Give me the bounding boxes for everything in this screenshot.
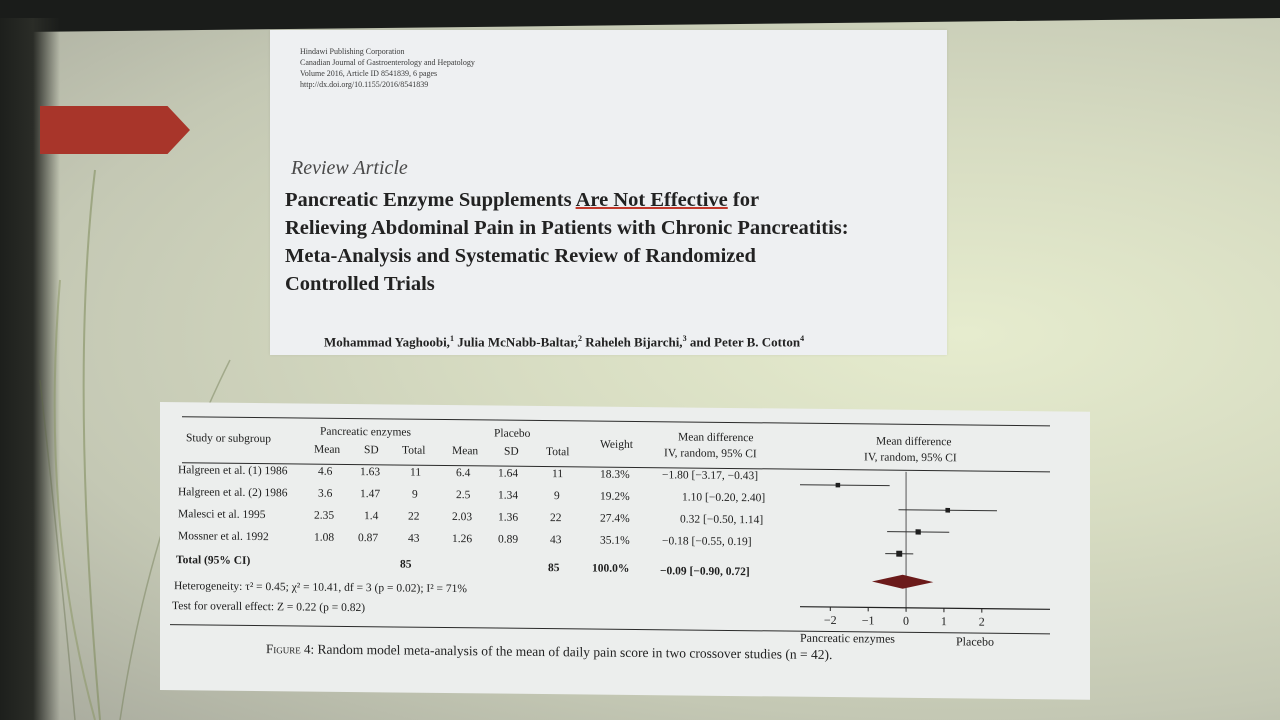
row-mean-1: 4.6 xyxy=(318,465,333,478)
author-list xyxy=(324,334,804,350)
caption-text: Random model meta-analysis of the mean of daily pain score in two crossover studies (n = 42). xyxy=(314,641,833,663)
axis-label-favours-enzymes: Pancreatic enzymes xyxy=(800,630,895,646)
title-text-a: Pancreatic Enzyme Supplements xyxy=(285,189,576,211)
header-total-1: Total xyxy=(402,444,426,457)
header-group-enzymes: Pancreatic enzymes xyxy=(320,425,411,439)
paper-metadata xyxy=(300,46,475,90)
total-n-1: 85 xyxy=(400,558,412,571)
row-total-2: 22 xyxy=(550,512,562,525)
paper-title xyxy=(285,186,945,298)
row-total-1: 9 xyxy=(412,488,418,501)
row-sd-1: 1.4 xyxy=(364,510,379,523)
study-square xyxy=(945,508,950,513)
publisher: Hindawi Publishing Corporation xyxy=(300,47,405,56)
row-md: −1.80 [−3.17, −0.43] xyxy=(662,469,759,483)
row-study: Mossner et al. 1992 xyxy=(178,530,269,544)
row-sd-2: 1.64 xyxy=(498,467,519,480)
study-square xyxy=(896,551,902,557)
row-mean-2: 2.5 xyxy=(456,489,471,502)
journal-name: Canadian Journal of Gastroenterology and Hepatology xyxy=(300,58,475,67)
overall-effect-stats: Test for overall effect: Z = 0.22 (p = 0.82) xyxy=(172,600,366,615)
row-study: Halgreen et al. (1) 1986 xyxy=(178,464,288,478)
author-2: Julia McNabb-Baltar, xyxy=(453,334,579,350)
row-md: −0.18 [−0.55, 0.19] xyxy=(662,535,752,549)
header-study: Study or subgroup xyxy=(186,432,271,446)
header-total-2: Total xyxy=(546,446,570,459)
header-mean-2: Mean xyxy=(452,445,479,458)
header-md-1: Mean difference xyxy=(678,431,754,445)
forest-plot-figure xyxy=(160,402,1090,700)
header-plot-md-2: IV, random, 95% CI xyxy=(864,451,957,465)
row-weight: 35.1% xyxy=(600,534,630,547)
header-group-placebo: Placebo xyxy=(494,427,531,440)
row-study: Malesci et al. 1995 xyxy=(178,508,266,522)
row-sd-2: 0.89 xyxy=(498,533,519,546)
header-sd-1: SD xyxy=(364,444,379,457)
total-n-2: 85 xyxy=(548,562,560,575)
row-weight: 18.3% xyxy=(600,468,630,481)
row-total-1: 11 xyxy=(410,466,422,479)
author-1-affil: 1 xyxy=(449,334,454,343)
heterogeneity-stats: Heterogeneity: τ² = 0.45; χ² = 10.41, df = 3 (p = 0.02); I² = 71% xyxy=(174,580,467,596)
row-total-1: 43 xyxy=(408,532,420,545)
row-mean-1: 3.6 xyxy=(318,487,333,500)
header-weight: Weight xyxy=(600,438,633,451)
figure-caption xyxy=(266,641,832,663)
author-2-affil: 2 xyxy=(578,334,583,343)
pooled-diamond xyxy=(872,574,933,589)
row-total-1: 22 xyxy=(408,510,420,523)
header-mean-1: Mean xyxy=(314,443,341,456)
row-md: 1.10 [−0.20, 2.40] xyxy=(682,491,766,505)
row-mean-2: 6.4 xyxy=(456,467,471,480)
author-3: Raheleh Bijarchi, xyxy=(582,334,683,350)
x-tick-label: 2 xyxy=(978,614,985,629)
header-sd-2: SD xyxy=(504,445,519,458)
top-rule xyxy=(182,416,1050,426)
title-line-4: Controlled Trials xyxy=(285,273,435,295)
row-total-2: 9 xyxy=(554,490,560,503)
x-axis xyxy=(800,607,1050,610)
x-tick-label: −2 xyxy=(823,612,837,628)
author-4: and Peter B. Cotton xyxy=(686,334,801,350)
author-4-affil: 4 xyxy=(800,334,805,343)
header-plot-md-1: Mean difference xyxy=(876,435,952,449)
ci-line xyxy=(800,485,890,486)
title-line-3: Meta-Analysis and Systematic Review of Randomized xyxy=(285,245,756,267)
article-type: Review Article xyxy=(291,157,408,179)
row-mean-2: 1.26 xyxy=(452,533,473,546)
title-emphasis: Are Not Effective xyxy=(575,189,728,211)
slide-red-tab xyxy=(40,106,190,154)
title-line-1 xyxy=(285,186,945,214)
study-square xyxy=(916,529,921,534)
doi-link: http://dx.doi.org/10.1155/2016/8541839 xyxy=(300,80,429,89)
caption-label: Figure 4: xyxy=(266,641,315,657)
row-sd-2: 1.34 xyxy=(498,489,519,502)
row-weight: 27.4% xyxy=(600,512,630,525)
x-tick-label: 1 xyxy=(940,614,947,629)
x-tick-label: −1 xyxy=(861,613,875,628)
total-weight: 100.0% xyxy=(592,562,630,575)
row-total-2: 11 xyxy=(552,468,564,481)
total-md: −0.09 [−0.90, 0.72] xyxy=(660,565,750,579)
title-line-2: Relieving Abdominal Pain in Patients with Chronic Pancreatitis: xyxy=(285,217,849,239)
total-label: Total (95% CI) xyxy=(176,554,251,567)
volume-info: Volume 2016, Article ID 8541839, 6 pages xyxy=(300,69,438,78)
author-1: Mohammad Yaghoobi, xyxy=(324,334,450,350)
row-sd-1: 1.47 xyxy=(360,488,381,501)
row-mean-1: 1.08 xyxy=(314,531,335,544)
axis-label-favours-placebo: Placebo xyxy=(956,634,994,649)
x-tick-label: 0 xyxy=(903,613,910,628)
row-total-2: 43 xyxy=(550,534,562,547)
title-text-b: for xyxy=(727,189,760,211)
row-md: 0.32 [−0.50, 1.14] xyxy=(680,513,764,527)
row-study: Halgreen et al. (2) 1986 xyxy=(178,486,288,500)
row-mean-2: 2.03 xyxy=(452,511,473,524)
row-mean-1: 2.35 xyxy=(314,509,335,522)
author-3-affil: 3 xyxy=(682,334,687,343)
row-sd-1: 0.87 xyxy=(358,532,379,545)
row-sd-2: 1.36 xyxy=(498,511,519,524)
row-weight: 19.2% xyxy=(600,490,630,503)
row-sd-1: 1.63 xyxy=(360,466,381,479)
header-md-2: IV, random, 95% CI xyxy=(664,447,757,461)
study-square xyxy=(836,483,841,488)
